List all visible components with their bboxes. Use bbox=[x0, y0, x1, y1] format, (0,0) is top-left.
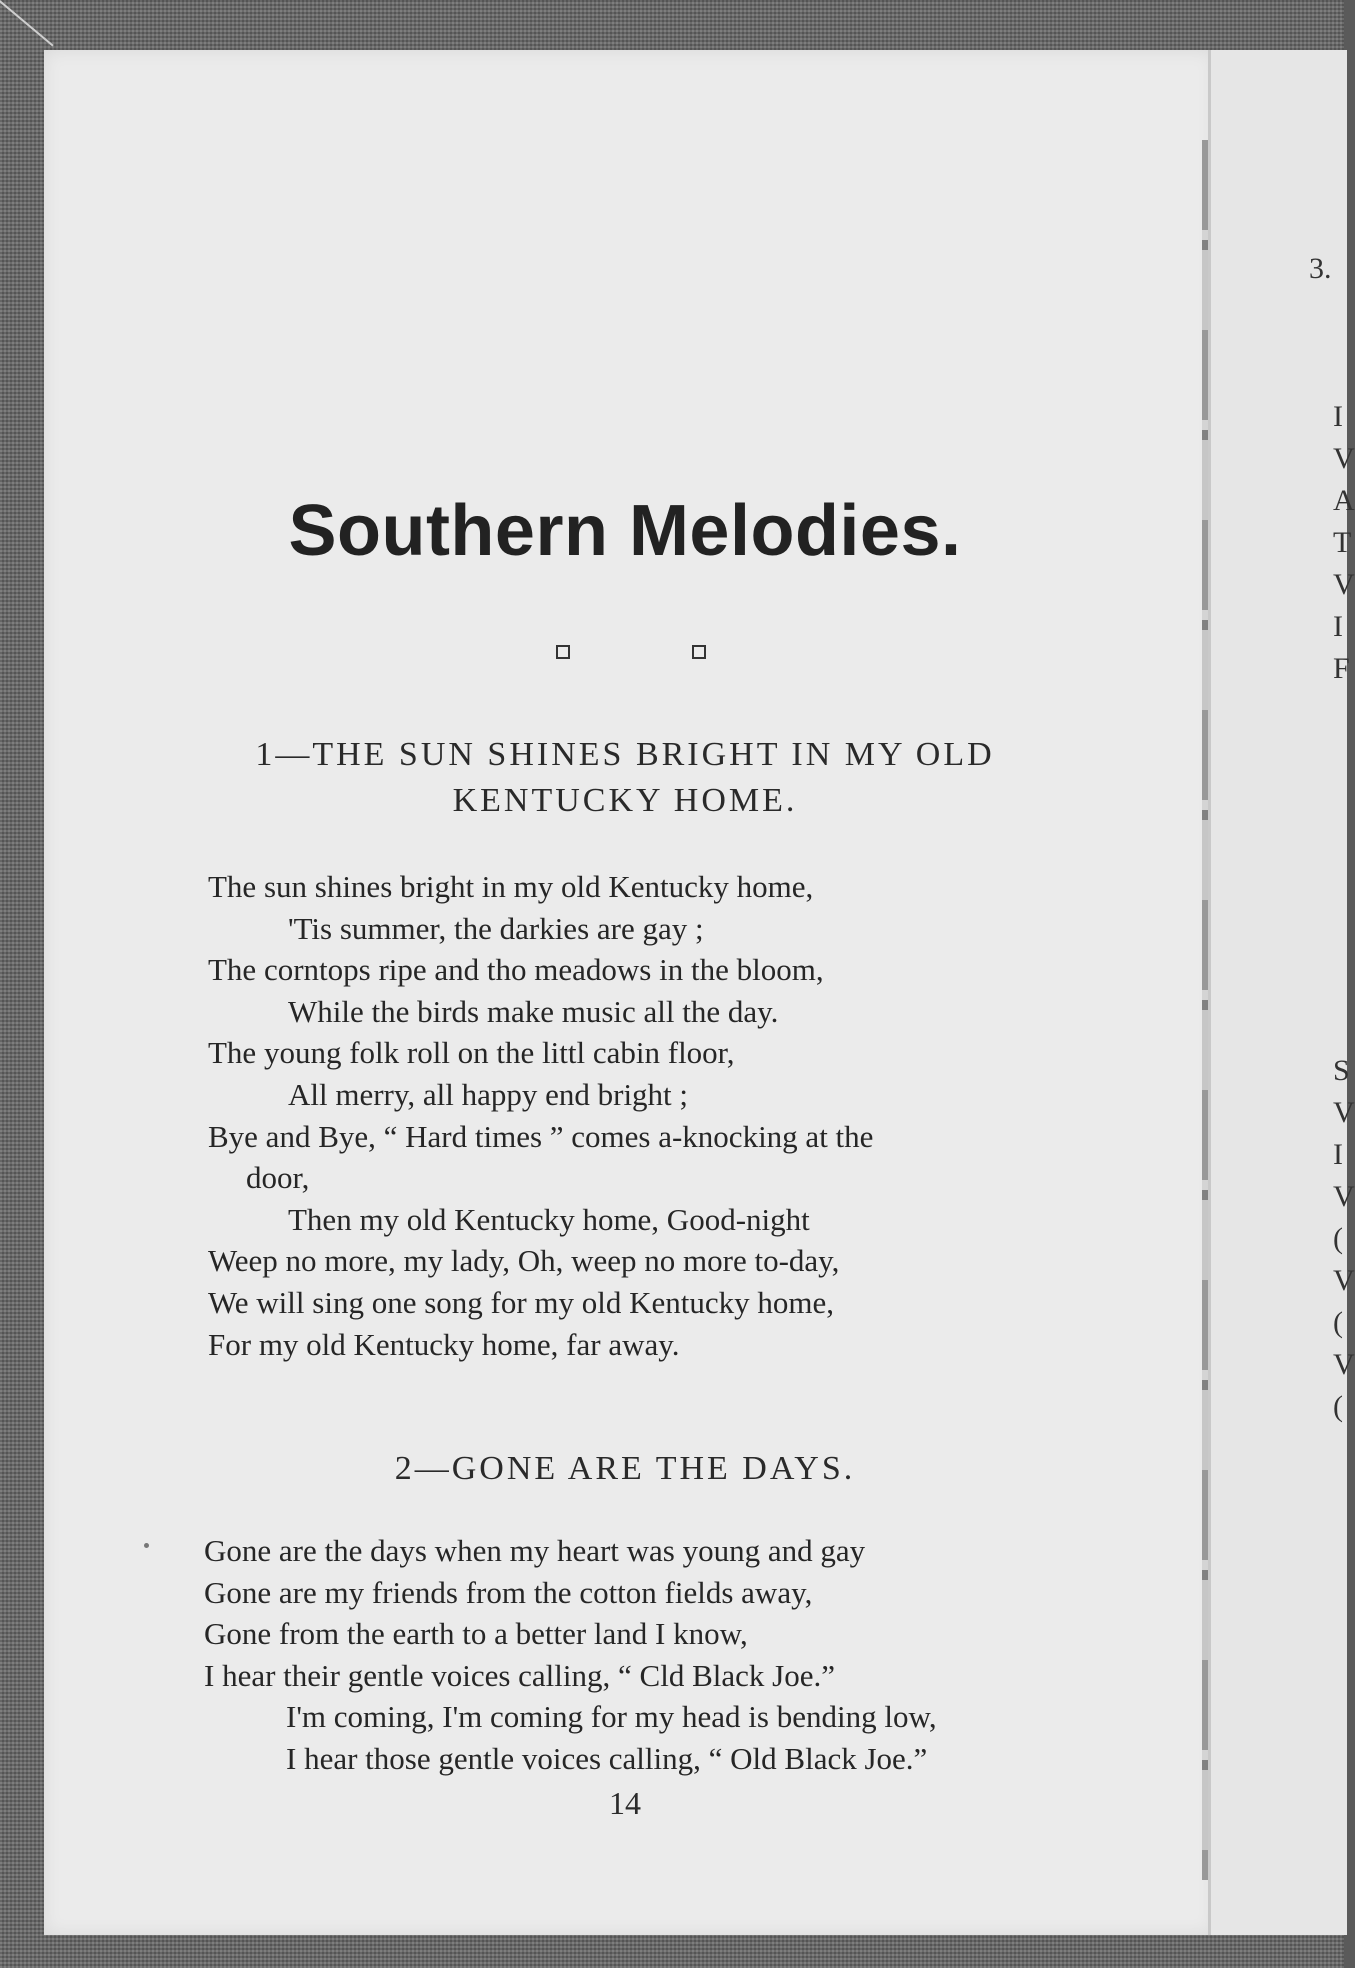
right-page-number: 3. bbox=[1309, 252, 1332, 285]
verse-line: Gone from the earth to a better land I know, bbox=[204, 1616, 748, 1652]
song1-heading bbox=[0, 732, 1250, 824]
song2-verse bbox=[204, 1530, 937, 1780]
binding-thread bbox=[1202, 140, 1208, 1880]
verse-line: Gone are my friends from the cotton fields away, bbox=[204, 1574, 813, 1610]
right-page-fragment-bottom: S V I V ( V ( V ( bbox=[1333, 1054, 1355, 1423]
page-number: 14 bbox=[609, 1785, 641, 1821]
verse-line: Gone are the days when my heart was young and gay bbox=[204, 1533, 866, 1568]
ink-speck bbox=[144, 1543, 149, 1548]
ornament-square-icon bbox=[692, 645, 706, 659]
song1-heading-line2: KENTUCKY HOME. bbox=[452, 782, 798, 819]
verse-line: All merry, all happy end bright ; bbox=[288, 1076, 689, 1112]
verse-line: The sun shines bright in my old Kentucky home, bbox=[208, 869, 814, 904]
verse-line: The corntops ripe and tho meadows in the bloom, bbox=[208, 952, 824, 988]
verse-line: 'Tis summer, the darkies are gay ; bbox=[288, 910, 704, 946]
verse-line: We will sing one song for my old Kentucky home, bbox=[208, 1284, 835, 1320]
verse-line: While the birds make music all the day. bbox=[288, 993, 779, 1029]
verse-line: I hear their gentle voices calling, “ Cld Black Joe.” bbox=[204, 1657, 835, 1693]
song1-heading-line1: 1—THE SUN SHINES BRIGHT IN MY OLD bbox=[255, 736, 995, 773]
title-ornaments bbox=[556, 645, 706, 659]
verse-line: Bye and Bye, “ Hard times ” comes a-knocking at the bbox=[208, 1118, 874, 1154]
song2-heading: 2—GONE ARE THE DAYS. bbox=[394, 1450, 856, 1487]
song1-verse bbox=[208, 866, 873, 1365]
right-page bbox=[1208, 50, 1355, 1935]
verse-line: door, bbox=[246, 1160, 310, 1196]
verse-line: Weep no more, my lady, Oh, weep no more to-day, bbox=[208, 1243, 840, 1279]
verse-line: For my old Kentucky home, far away. bbox=[208, 1326, 680, 1362]
right-page-fragment-top: I V A T V I F bbox=[1333, 400, 1355, 685]
verse-line: I'm coming, I'm coming for my head is bending low, bbox=[286, 1699, 937, 1735]
verse-line: I hear those gentle voices calling, “ Old Black Joe.” bbox=[286, 1740, 928, 1776]
ornament-square-icon bbox=[556, 645, 570, 659]
page-title: Southern Melodies. bbox=[288, 491, 962, 571]
verse-line: The young folk roll on the littl cabin floor, bbox=[208, 1035, 735, 1071]
verse-line: Then my old Kentucky home, Good-night bbox=[288, 1201, 810, 1237]
